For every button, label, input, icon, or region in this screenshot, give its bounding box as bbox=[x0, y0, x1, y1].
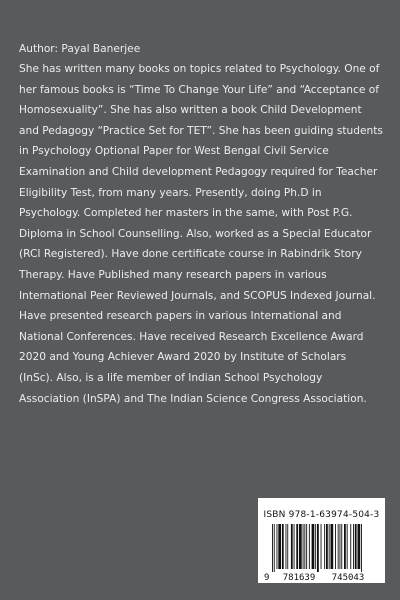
barcode-bar bbox=[272, 524, 273, 572]
barcode-bar bbox=[353, 524, 354, 569]
barcode-digits-left: 781639 bbox=[282, 573, 316, 583]
barcode-bar bbox=[321, 524, 322, 569]
barcode-bar bbox=[317, 524, 319, 572]
barcode-bar bbox=[340, 524, 341, 569]
barcode-bar bbox=[296, 524, 298, 569]
barcode-bar bbox=[286, 524, 287, 569]
author-line: Author: Payal Banerjee bbox=[19, 43, 141, 55]
barcode-bar bbox=[303, 524, 304, 569]
barcode-icon bbox=[258, 522, 385, 583]
barcode-bar bbox=[291, 524, 293, 569]
barcode-bar bbox=[344, 524, 346, 569]
barcode-bar bbox=[287, 524, 288, 569]
barcode-bar bbox=[350, 524, 351, 569]
barcode-digits-right: 745043 bbox=[331, 573, 365, 583]
barcode-bar bbox=[277, 524, 278, 569]
barcode-bar bbox=[331, 524, 334, 569]
barcode-bar bbox=[315, 524, 316, 569]
barcode-bar bbox=[329, 524, 330, 569]
isbn-label: ISBN 978-1-63974-504-3 bbox=[263, 510, 380, 520]
barcode-bar bbox=[341, 524, 342, 569]
barcode-bar bbox=[324, 524, 325, 569]
barcode-bar bbox=[338, 524, 339, 569]
author-bio: She has written many books on topics related to Psychology. One of her famous books is “Time To Change Your Life” and “Acceptance of Homosexuality”. She has also written a book Child Development and Pedagogy “Practice Set for TET”. She has been guiding students in Psychology Optional Paper for West Bengal Civil Service Examination and Child development Pedagogy required for Teacher Eligibility Test, from many years. Presently, doing Ph.D in Psychology. Completed her masters in the same, with Post P.G. Diploma in School Counselling. Also, worked as a Special Educator (RCI Registered). Have done certificate course in Rabindrik Story Therapy. Have Published many research papers in various International Peer Reviewed Journals, and SCOPUS Indexed Journal. Have presented research papers in various International and National Conferences. Have received Research Excellence Award 2020 and Young Achiever Award 2020 by Institute of Scholars (InSc). Also, is a life member of Indian School Psychology Association (InSPA) and The Indian Science Congress Association. bbox=[19, 63, 383, 405]
barcode-bar bbox=[309, 524, 310, 569]
barcode-bar bbox=[326, 524, 328, 569]
barcode-bar bbox=[358, 524, 361, 569]
barcode-bar bbox=[335, 524, 336, 569]
barcode-bar bbox=[274, 524, 275, 572]
barcode-bar bbox=[347, 524, 348, 569]
barcode-bar bbox=[361, 524, 362, 572]
barcode-digit-first: 9 bbox=[264, 573, 270, 583]
isbn-barcode bbox=[258, 498, 385, 583]
barcode-bar bbox=[278, 524, 281, 569]
barcode-bar bbox=[355, 524, 357, 569]
barcode-bar bbox=[306, 524, 307, 569]
barcode-bar bbox=[294, 524, 295, 569]
barcode-bar bbox=[312, 524, 315, 569]
barcode-bar bbox=[304, 524, 305, 569]
barcode-bar bbox=[282, 524, 284, 569]
barcode-bar bbox=[299, 524, 302, 569]
